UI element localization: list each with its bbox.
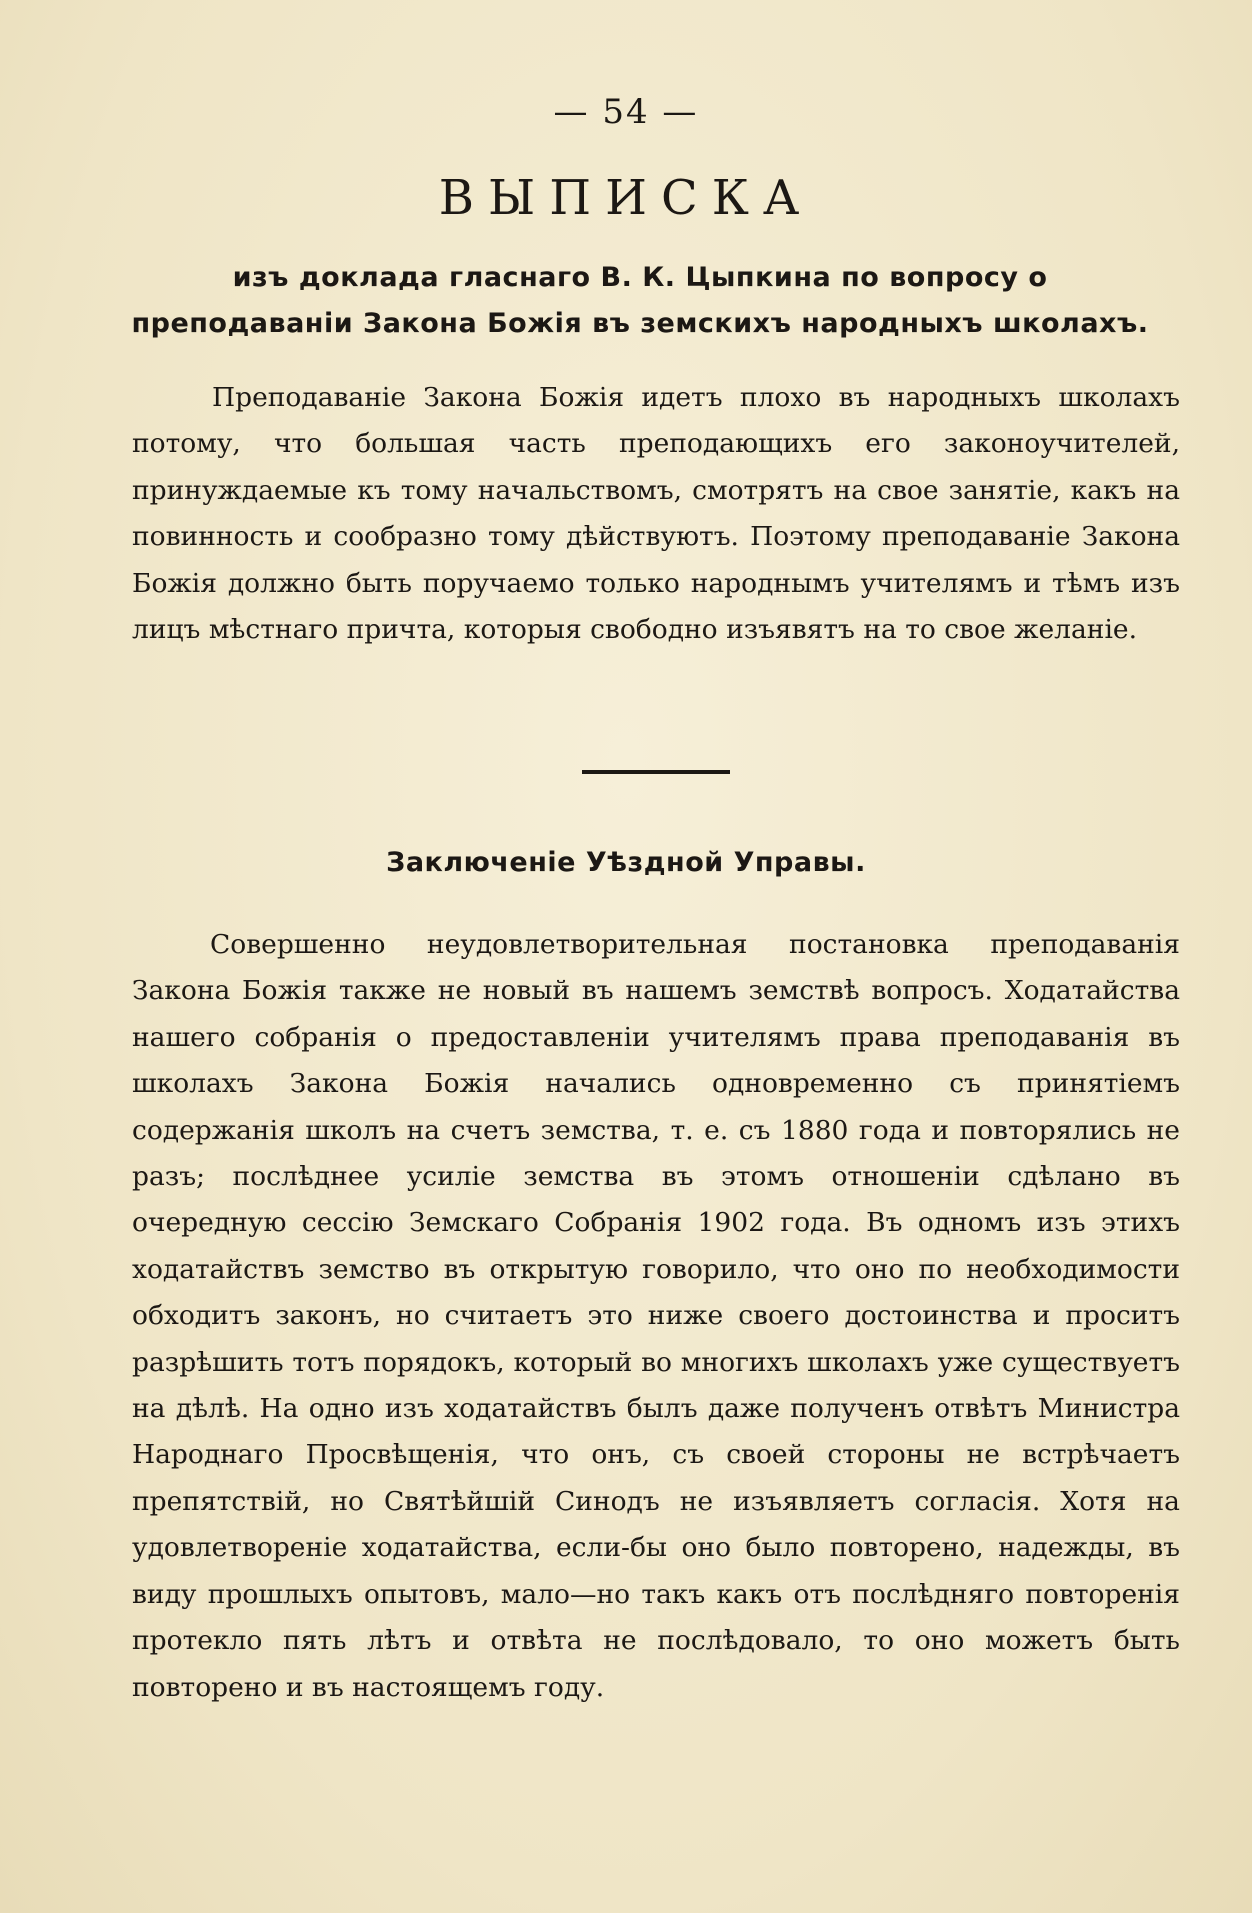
excerpt-paragraph: Преподаванiе Закона Божiя идетъ плохо въ народныхъ школахъ потому, что большая часть преподающихъ его законоучителей, принуждаемые къ тому начальствомъ, смотрятъ на свое занятiе, какъ на повинность и сообразно тому дѣйствуютъ. Поэтому преподаванiе Закона Божiя должно быть поручаемо только народнымъ учителямъ и тѣмъ изъ лицъ мѣстнаго причта, которыя свободно изъявятъ на то свое желанiе. [132, 382, 1180, 646]
page-number: — 54 — [553, 92, 699, 132]
document-title: ВЫПИСКА [438, 170, 814, 226]
section-divider [582, 770, 730, 774]
section-heading: Заключенiе Уѣздной Управы. [386, 847, 866, 878]
document-subtitle: изъ доклада гласнаго В. К. Цыпкина по вопросу о преподаванiи Закона Божiя въ земскихъ народныхъ школахъ. [131, 262, 1149, 339]
conclusion-paragraph: Совершенно неудовлетворительная постановка преподаванiя Закона Божiя также не новый въ нашемъ земствѣ вопросъ. Ходатайства нашего собранiя о предоставленiи учителямъ права преподаванiя въ школахъ Закона Божiя начались одновременно съ принятiемъ содержанiя школъ на счетъ земства, т. е. съ 1880 года и повторялись не разъ; послѣднее усилiе земства въ этомъ отношенiи сдѣлано въ очередную сессiю Земскаго Собранiя 1902 года. Въ одномъ изъ этихъ ходатайствъ земство въ открытую говорило, что оно по необходимости обходитъ законъ, но считаетъ это ниже своего достоинства и проситъ разрѣшить тотъ порядокъ, который во многихъ школахъ уже существуетъ на дѣлѣ. На одно изъ ходатайствъ былъ даже полученъ отвѣтъ Министра Народнаго Просвѣщенiя, что онъ, съ своей стороны не встрѣчаетъ препятствiй, но Святѣйшiй Синодъ не изъявляетъ согласiя. Хотя на удовлетворенiе ходатайства, если-бы оно было повторено, надежды, въ виду прошлыхъ опытовъ, мало—но такъ какъ отъ послѣдняго повторенiя протекло пять лѣтъ и отвѣта не послѣдовало, то оно можетъ быть повторено и въ настоящемъ году. [132, 929, 1180, 1703]
